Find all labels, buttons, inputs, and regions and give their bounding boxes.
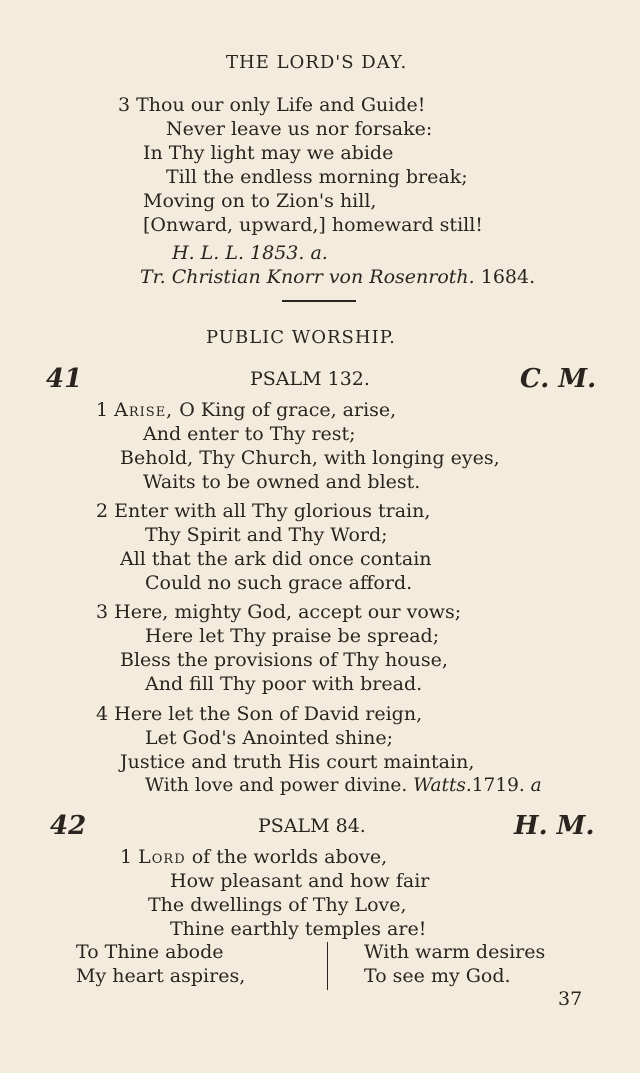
hymn-41-verse-4-line: Justice and truth His court maintain, [120, 751, 475, 773]
hymn-41-meter: C. M. [520, 364, 597, 394]
translator-name: Tr. Christian Knorr von Rosenroth. [140, 266, 475, 288]
hymn-41-verse-3-line: And fill Thy poor with bread. [145, 673, 423, 695]
verse-line-text: With love and power divine. [145, 775, 408, 796]
page-number: 37 [558, 988, 583, 1010]
prev-hymn-line: Never leave us nor forsake: [166, 118, 433, 140]
prev-hymn-line: Till the endless morning break; [166, 166, 468, 188]
hymn-41-verse-2-line: All that the ark did once contain [120, 548, 432, 570]
hymn-41-verse-3-line: 3 Here, mighty God, accept our vows; [96, 601, 462, 623]
verse-first-word: Arise, [114, 399, 174, 421]
verse-first-word: Lord [138, 846, 186, 868]
hymn-41-author: Watts. [413, 775, 472, 796]
hymn-41-number: 41 [46, 364, 83, 394]
hymn-41-verse-3-line: Here let Thy praise be spread; [145, 625, 440, 647]
hymn-41-verse-3-line: Bless the provisions of Thy house, [120, 649, 448, 671]
hymn-42-verse-1-line-1 [120, 846, 387, 868]
verse-line-rest: of the worlds above, [191, 846, 388, 868]
hymn-41-title: PSALM 132. [250, 368, 370, 390]
running-head: THE LORD'S DAY. [226, 52, 408, 73]
prev-hymn-line: Moving on to Zion's hill, [143, 190, 377, 212]
section-title: PUBLIC WORSHIP. [206, 327, 396, 348]
hymn-42-right-column-line: With warm desires [364, 941, 546, 963]
prev-hymn-line: [Onward, upward,] homeward still! [143, 214, 483, 236]
prev-hymn-line: 3 Thou our only Life and Guide! [118, 94, 426, 116]
verse-number: 1 [120, 846, 133, 868]
hymn-41-verse-2-line: Could no such grace afford. [145, 572, 413, 594]
hymn-41-verse-1-line: Behold, Thy Church, with longing eyes, [120, 447, 500, 469]
hymn-42-left-column-line: To Thine abode [76, 941, 224, 963]
hymn-41-verse-4-line: Let God's Anointed shine; [145, 727, 394, 749]
hymn-41-author-mark: a [530, 775, 542, 796]
section-divider [282, 300, 356, 302]
hymn-42-verse-1-line: Thine earthly temples are! [170, 918, 427, 940]
hymn-41-author-year: 1719. [471, 775, 525, 796]
hymn-42-meter: H. M. [514, 811, 595, 841]
translator-credit [140, 266, 535, 288]
translator-year: 1684. [480, 266, 536, 288]
hymn-41-verse-1-line-1 [96, 399, 396, 421]
prev-hymn-line: In Thy light may we abide [143, 142, 394, 164]
hymn-41-verse-1-line: Waits to be owned and blest. [143, 471, 421, 493]
hymn-41-verse-4-line: 4 Here let the Son of David reign, [96, 703, 423, 725]
column-divider [327, 942, 328, 990]
hymn-42-verse-1-line: The dwellings of Thy Love, [148, 894, 407, 916]
hymn-41-verse-4-last-line [145, 775, 542, 797]
hymn-41-verse-2-line: 2 Enter with all Thy glorious train, [96, 500, 431, 522]
hymn-42-left-column-line: My heart aspires, [76, 965, 246, 987]
hymn-41-verse-2-line: Thy Spirit and Thy Word; [145, 524, 388, 546]
hymn-42-number: 42 [50, 811, 87, 841]
hymn-42-right-column-line: To see my God. [364, 965, 511, 987]
hymn-42-verse-1-line: How pleasant and how fair [170, 870, 430, 892]
prev-hymn-credit: H. L. L. 1853. a. [172, 242, 328, 264]
verse-line-rest: O King of grace, arise, [179, 399, 397, 421]
hymn-42-title: PSALM 84. [258, 815, 366, 837]
verse-number: 1 [96, 399, 109, 421]
hymn-41-verse-1-line: And enter to Thy rest; [143, 423, 356, 445]
